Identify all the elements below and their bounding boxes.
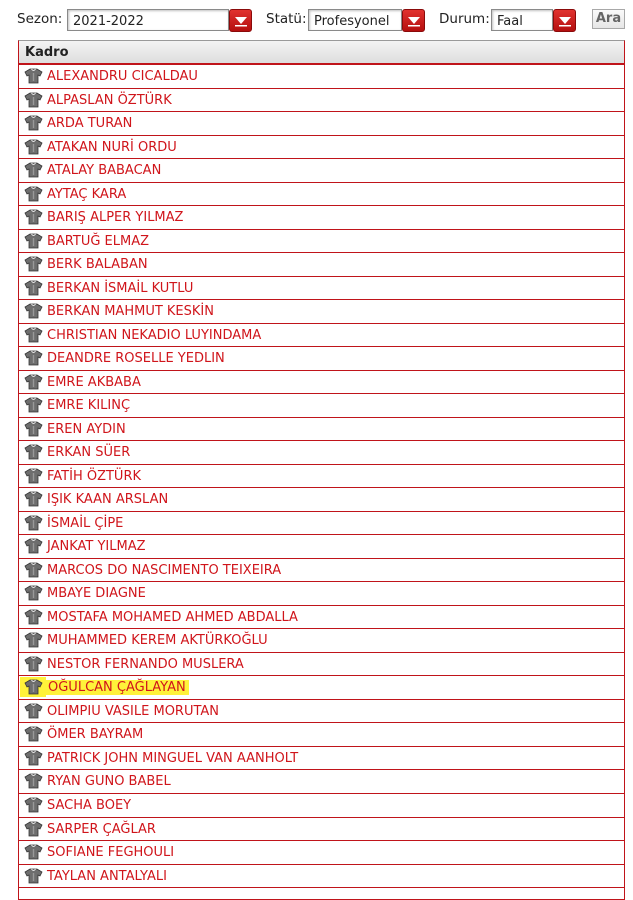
roster-row[interactable] (19, 347, 624, 371)
jersey-icon (24, 444, 43, 460)
roster-header: Kadro (19, 41, 624, 65)
player-link[interactable]: EREN AYDIN (47, 421, 126, 437)
roster-row[interactable] (19, 700, 624, 724)
roster-row[interactable] (19, 512, 624, 536)
season-select[interactable] (67, 9, 229, 31)
roster-row[interactable] (19, 159, 624, 183)
roster-row[interactable] (19, 747, 624, 771)
player-link[interactable]: BARTUĞ ELMAZ (47, 233, 150, 249)
player-link[interactable]: FATİH ÖZTÜRK (47, 468, 142, 484)
jersey-icon (24, 233, 43, 249)
jersey-icon (24, 538, 43, 554)
jersey-icon (24, 821, 43, 837)
roster-row[interactable] (19, 723, 624, 747)
jersey-icon (24, 303, 43, 319)
status-dropdown-button[interactable] (402, 9, 425, 32)
jersey-icon (24, 186, 43, 202)
roster-row[interactable] (19, 112, 624, 136)
roster-row[interactable] (19, 794, 624, 818)
roster-row[interactable] (19, 559, 624, 583)
roster-row[interactable] (19, 865, 624, 889)
roster-row[interactable] (19, 418, 624, 442)
jersey-icon (24, 92, 43, 108)
player-link[interactable]: RYAN GUNO BABEL (47, 774, 171, 790)
state-value: Faal (497, 14, 523, 29)
player-link[interactable]: OĞULCAN ÇAĞLAYAN (45, 680, 189, 695)
status-label: Statü: (266, 11, 307, 27)
player-link[interactable]: BARIŞ ALPER YILMAZ (47, 210, 184, 226)
roster-row[interactable] (19, 582, 624, 606)
jersey-icon (24, 162, 43, 178)
roster-row[interactable] (19, 818, 624, 842)
roster-row[interactable] (19, 394, 624, 418)
roster-row[interactable] (19, 841, 624, 865)
jersey-icon (24, 468, 43, 484)
roster-row[interactable] (19, 535, 624, 559)
player-link[interactable]: JANKAT YILMAZ (47, 539, 146, 555)
jersey-icon (24, 421, 43, 437)
player-link[interactable]: CHRISTIAN NEKADIO LUYINDAMA (47, 327, 262, 343)
player-link[interactable]: İSMAİL ÇİPE (47, 515, 124, 531)
player-link[interactable]: ARDA TURAN (47, 116, 133, 132)
player-link[interactable]: DEANDRE ROSELLE YEDLIN (47, 351, 225, 367)
jersey-icon (24, 797, 43, 813)
roster-row[interactable] (19, 488, 624, 512)
status-value: Profesyonel (314, 14, 390, 29)
jersey-icon (24, 609, 43, 625)
player-link[interactable]: SARPER ÇAĞLAR (47, 821, 156, 837)
jersey-icon (24, 632, 43, 648)
player-link[interactable]: ERKAN SÜER (47, 445, 131, 461)
jersey-icon (24, 515, 43, 531)
jersey-icon (24, 868, 43, 884)
jersey-icon (24, 703, 43, 719)
roster-row[interactable] (19, 606, 624, 630)
roster-rows (19, 65, 624, 888)
jersey-icon (24, 139, 43, 155)
jersey-icon (24, 374, 43, 390)
status-select[interactable] (308, 9, 402, 31)
roster-row[interactable] (19, 206, 624, 230)
roster-row[interactable] (19, 230, 624, 254)
player-link[interactable]: ALPASLAN ÖZTÜRK (47, 92, 172, 108)
roster-row[interactable] (19, 89, 624, 113)
roster-row[interactable] (19, 65, 624, 89)
player-link[interactable]: PATRICK JOHN MINGUEL VAN AANHOLT (47, 750, 299, 766)
jersey-icon (24, 491, 43, 507)
roster-row[interactable] (19, 629, 624, 653)
state-select[interactable] (491, 9, 553, 31)
roster-row[interactable] (19, 653, 624, 677)
jersey-icon (24, 773, 43, 789)
roster-table (18, 40, 625, 900)
jersey-icon (24, 656, 43, 672)
jersey-icon (24, 68, 43, 84)
filter-bar (0, 0, 633, 38)
roster-row[interactable] (19, 300, 624, 324)
player-link[interactable]: IŞIK KAAN ARSLAN (47, 492, 169, 508)
jersey-icon (24, 585, 43, 601)
chevron-down-icon (234, 15, 248, 27)
jersey-icon (24, 679, 43, 695)
roster-row[interactable] (19, 136, 624, 160)
search-button[interactable]: Ara (592, 9, 625, 29)
roster-row[interactable] (19, 441, 624, 465)
roster-row[interactable] (19, 253, 624, 277)
player-link[interactable]: ALEXANDRU CICALDAU (47, 69, 198, 84)
player-link[interactable]: TAYLAN ANTALYALI (47, 868, 167, 884)
roster-row[interactable] (19, 770, 624, 794)
jersey-icon (24, 750, 43, 766)
roster-row[interactable] (19, 183, 624, 207)
player-link[interactable]: NESTOR FERNANDO MUSLERA (47, 656, 244, 672)
player-link[interactable]: ATAKAN NURİ ORDU (47, 139, 177, 155)
player-link[interactable]: BERKAN İSMAİL KUTLU (47, 280, 194, 296)
season-value: 2021-2022 (73, 14, 144, 29)
player-link[interactable]: OLIMPIU VASILE MORUTAN (47, 703, 220, 719)
player-link[interactable]: EMRE KILINÇ (47, 398, 131, 414)
season-label: Sezon: (17, 11, 63, 27)
roster-row[interactable] (19, 277, 624, 301)
season-dropdown-button[interactable] (229, 9, 252, 32)
jersey-icon (24, 562, 43, 578)
state-label: Durum: (439, 11, 490, 27)
jersey-icon (24, 397, 43, 413)
jersey-icon (24, 256, 43, 272)
roster-row[interactable] (19, 324, 624, 348)
player-link[interactable]: MBAYE DIAGNE (47, 586, 146, 602)
player-link[interactable]: ATALAY BABACAN (47, 163, 162, 179)
roster-row[interactable] (19, 465, 624, 489)
player-link[interactable]: MUHAMMED KEREM AKTÜRKOĞLU (47, 633, 268, 649)
jersey-icon (24, 115, 43, 131)
player-link[interactable]: ÖMER BAYRAM (47, 727, 144, 743)
state-dropdown-button[interactable] (553, 9, 576, 32)
player-link[interactable]: AYTAÇ KARA (47, 186, 127, 202)
roster-row[interactable] (19, 676, 624, 700)
player-link[interactable]: BERK BALABAN (47, 257, 148, 273)
chevron-down-icon (407, 15, 421, 27)
player-link[interactable]: MOSTAFA MOHAMED AHMED ABDALLA (47, 609, 298, 625)
roster-row[interactable] (19, 371, 624, 395)
chevron-down-icon (558, 15, 572, 27)
player-link[interactable]: SACHA BOEY (47, 797, 132, 813)
jersey-icon (24, 280, 43, 296)
player-link[interactable]: MARCOS DO NASCIMENTO TEIXEIRA (47, 562, 282, 578)
jersey-icon (24, 726, 43, 742)
player-link[interactable]: SOFIANE FEGHOULI (47, 845, 175, 861)
player-link[interactable]: EMRE AKBABA (47, 374, 141, 390)
player-link[interactable]: BERKAN MAHMUT KESKİN (47, 304, 214, 320)
jersey-icon (24, 350, 43, 366)
jersey-icon (24, 844, 43, 860)
jersey-icon (24, 209, 43, 225)
jersey-icon (24, 327, 43, 343)
